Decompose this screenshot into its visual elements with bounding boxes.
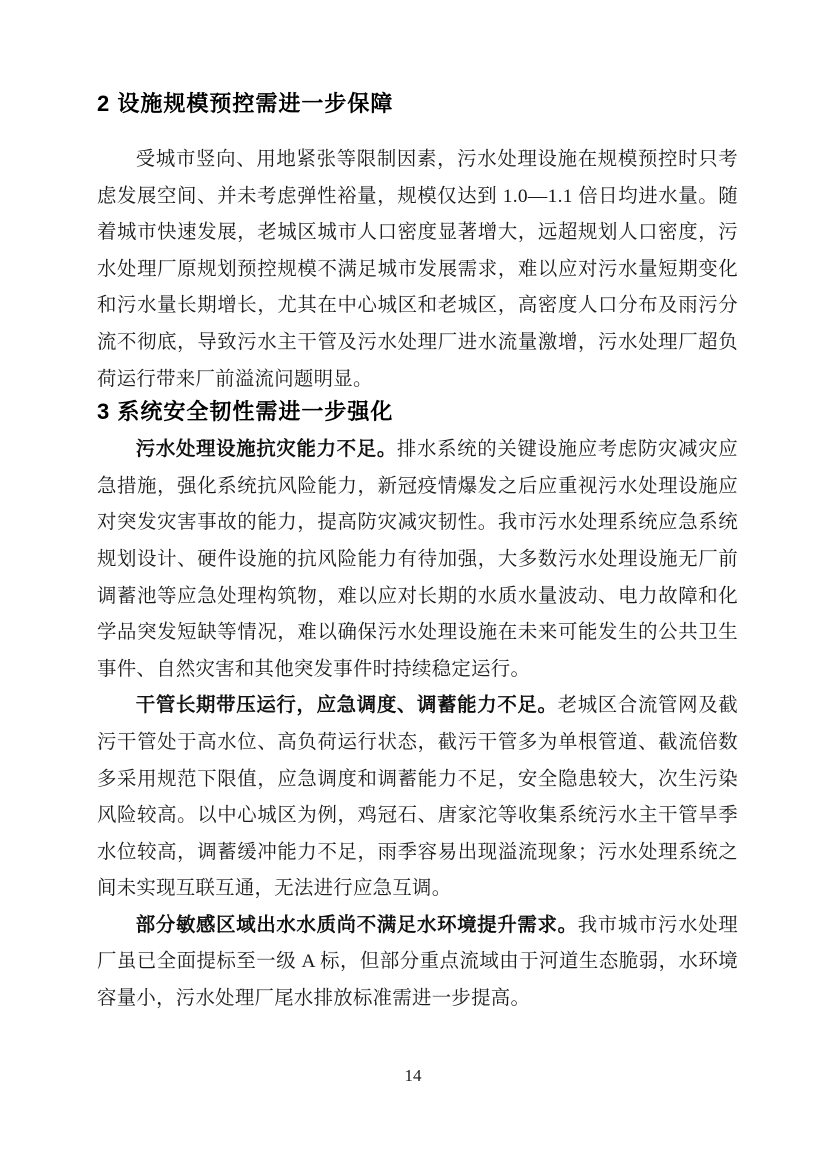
section-3-heading: 3 系统安全韧性需进一步强化	[97, 399, 394, 425]
paragraph-bold-lead: 部分敏感区域出水水质尚不满足水环境提升需求。	[135, 914, 578, 936]
paragraph-bold-lead: 污水处理设施抗灾能力不足。	[135, 439, 397, 461]
paragraph	[97, 688, 738, 908]
page-number: 14	[404, 1066, 422, 1085]
paragraph-text: 排水系统的关键设施应考虑防灾减灾应急措施，强化系统抗风险能力，新冠疫情爆发之后应重视污水处理设施应对突发灾害事故的能力，提高防灾减灾韧性。我市污水处理系统应急系统规划设计、硬件设施的抗风险能力有待加强，大多数污水处理设施无厂前调蓄池等应急处理构筑物，难以应对长期的水质水量波动、电力故障和化学品突发短缺等情况，难以确保污水处理设施在未来可能发生的公共卫生事件、自然灾害和其他突发事件时持续稳定运行。	[97, 439, 738, 680]
paragraph-text: 受城市竖向、用地紧张等限制因素，污水处理设施在规模预控时只考虑发展空间、并未考虑弹性裕量，规模仅达到 1.0—1.1 倍日均进水量。随着城市快速发展，老城区城市人口密度显著增大，远超规划人口密度，污水处理厂原规划预控规模不满足城市发展需求，难以应对污水量短期变化和污水量长期增长，尤其在中心城区和老城区，高密度人口分布及雨污分流不彻底，导致污水主干管及污水处理厂进水流量激增，污水处理厂超负荷运行带来厂前溢流问题明显。	[97, 149, 738, 390]
section-facility-scale	[97, 90, 738, 398]
paragraph-text: 我市城市污水处理厂虽已全面提标至一级 A 标，但部分重点流域由于河道生态脆弱，水环境容量小，污水处理厂尾水排放标准需进一步提高。	[97, 914, 738, 1010]
section-system-resilience	[97, 398, 738, 1018]
section-2-heading: 2 设施规模预控需进一步保障	[97, 91, 394, 116]
paragraph-text: 老城区合流管网及截污干管处于高水位、高负荷运行状态，截污干管多为单根管道、截流倍数多采用规范下限值，应急调度和调蓄能力不足，安全隐患较大，次生污染风险较高。以中心城区为例，鸡冠石、唐家沱等收集系统污水主干管旱季水位较高，调蓄缓冲能力不足，雨季容易出现溢流现象；污水处理系统之间未实现互联互通，无法进行应急互调。	[97, 695, 738, 900]
paragraph	[97, 908, 738, 1018]
paragraph	[97, 142, 738, 398]
paragraph	[97, 432, 738, 688]
paragraph-bold-lead: 干管长期带压运行，应急调度、调蓄能力不足。	[135, 695, 558, 717]
page-content	[97, 90, 738, 1018]
